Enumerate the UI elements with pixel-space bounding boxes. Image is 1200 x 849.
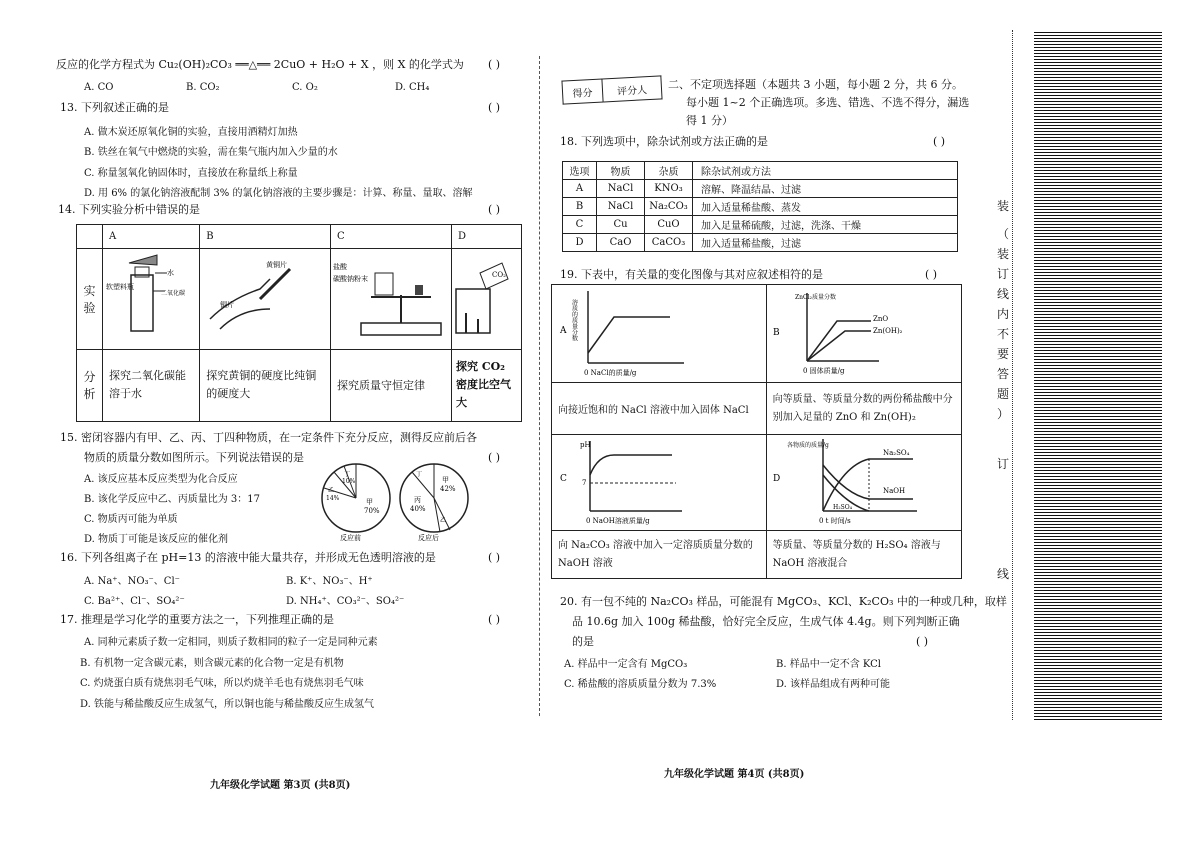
label-soft-bottle: 软塑料瓶: [106, 283, 134, 292]
q16-opt-b: B. K⁺、NO₃⁻、H⁺: [286, 576, 373, 587]
binding-char: （: [996, 227, 1009, 241]
pie2-pct-jia: 42%: [440, 485, 456, 493]
q14-a-image: [103, 249, 200, 350]
binding-char: 装: [996, 247, 1009, 261]
graph-b-label-zno: ZnO: [872, 315, 888, 323]
graph-d: [767, 435, 959, 527]
q19-graph-b: [766, 285, 961, 383]
q13-answer-paren: ( ): [488, 101, 501, 114]
q18-table: [562, 161, 958, 252]
q14-answer-paren: ( ): [488, 203, 501, 216]
table-row: [563, 216, 958, 234]
graph-b-curve-znoh2: [807, 331, 871, 361]
label-co2: 二氧化碳: [161, 290, 186, 298]
q18-cell: A: [563, 180, 597, 198]
pie-before: [322, 464, 390, 542]
graph-c-letter: C: [560, 474, 567, 484]
pie1-pct-ding: 10%: [342, 478, 356, 485]
q13-opt-d: D. 用 6% 的氯化钠溶液配制 3% 的氯化钠溶液的主要步骤是：计算、称量、量取、溶解: [84, 188, 473, 199]
graph-b-letter: B: [772, 328, 780, 338]
page-divider: [539, 56, 540, 716]
q14-analysis-d: 探究 CO₂ 密度比空气大: [452, 349, 522, 421]
graph-a-curve: [588, 317, 670, 353]
hatched-margin: [1034, 30, 1162, 720]
q18-answer-paren: ( ): [933, 135, 946, 148]
binding-char: ）: [996, 407, 1009, 421]
q18-cell: NaCl: [597, 180, 645, 198]
label-water: 水: [167, 269, 174, 278]
q18-stem: 18. 下列选项中，除杂试剂或方法正确的是: [560, 135, 768, 148]
q18-cell: D: [563, 234, 597, 252]
q14-c-image: [330, 249, 451, 350]
q18-header-impurity: 杂质: [645, 162, 693, 180]
graph-a-ylabel: 溶质的质量分数: [570, 299, 578, 341]
binding-char: 要: [996, 347, 1009, 361]
q15-stem-2: 物质的质量分数如图所示。下列说法错误的是: [84, 451, 304, 464]
section2-rule-2: 得 1 分）: [686, 114, 733, 127]
q17-opt-b: B. 有机物一定含碳元素，则含碳元素的化合物一定是有机物: [80, 658, 344, 669]
q14-row-experiment-label: 实 验: [77, 249, 103, 350]
binding-char: 线: [996, 287, 1009, 301]
q15-opt-b: B. 该化学反应中乙、丙质量比为 3：17: [84, 494, 260, 505]
left-page-footer: 九年级化学试题 第3页 (共8页): [210, 780, 351, 791]
pie2-label-jia: 甲: [442, 476, 449, 484]
q20-opt-a: A. 样品中一定含有 MgCO₃: [564, 659, 688, 670]
section2-title: 二、不定项选择题（本题共 3 小题，每小题 2 分，共 6 分。: [668, 78, 963, 91]
q18-cell: B: [563, 198, 597, 216]
q12-opt-d: D. CH₄: [395, 82, 430, 93]
q14-col-c: C: [330, 225, 451, 249]
pie1-label-jia: 甲: [366, 498, 373, 506]
q18-cell: Na₂CO₃: [645, 198, 693, 216]
graph-a: [552, 285, 764, 379]
graph-b-xlabel: 0 固体质量/g: [802, 367, 845, 375]
q19-desc-c: 向 Na₂CO₃ 溶液中加入一定溶质质量分数的 NaOH 溶液: [552, 531, 767, 579]
q20-answer-paren: ( ): [916, 635, 929, 648]
q20-stem-3: 的是: [572, 635, 594, 648]
graph-a-xlabel: 0 NaCl的质量/g: [584, 369, 637, 377]
table-row: [563, 234, 958, 252]
q19-desc-d: 等质量、等质量分数的 H₂SO₄ 溶液与 NaOH 溶液混合: [766, 531, 961, 579]
binding-char: 装: [996, 199, 1009, 213]
q15-opt-d: D. 物质丁可能是该反应的催化剂: [84, 534, 229, 545]
q16-stem: 16. 下列各组离子在 pH=13 的溶液中能大量共存，并形成无色透明溶液的是: [60, 551, 436, 564]
label-hcl: 盐酸: [332, 263, 347, 272]
pie1-pct-yi: 14%: [326, 495, 340, 502]
q17-answer-paren: ( ): [488, 613, 501, 626]
graph-b: [767, 285, 959, 379]
graph-c-ylabel: pH: [580, 441, 591, 449]
q14-analysis-b: 探究黄铜的硬度比纯铜的硬度大: [200, 349, 331, 421]
q12-opt-b: B. CO₂: [186, 82, 220, 93]
plastic-bottle-diagram: [103, 249, 191, 345]
q19-answer-paren: ( ): [925, 268, 938, 281]
q19-graph-a: [552, 285, 767, 383]
score-cell: 得分: [562, 79, 603, 104]
q20-opt-b: B. 样品中一定不含 KCl: [776, 659, 881, 670]
q16-opt-d: D. NH₄⁺、CO₃²⁻、SO₄²⁻: [286, 596, 405, 607]
table-row: [563, 198, 958, 216]
q19-desc-b: 向等质量、等质量分数的两份稀盐酸中分别加入足量的 ZnO 和 Zn(OH)₂: [766, 383, 961, 435]
q20-stem-1: 20. 有一包不纯的 Na₂CO₃ 样品，可能混有 MgCO₃、KCl、K₂CO₃ 中的一种或几种，取样: [560, 595, 1007, 608]
binding-char: 内: [996, 307, 1009, 321]
q15-stem-1: 15. 密闭容器内有甲、乙、丙、丁四种物质，在一定条件下充分反应，测得反应前后各: [60, 431, 477, 444]
q19-table: [551, 284, 962, 579]
q14-row-analysis-label: 分 析: [77, 349, 103, 421]
q14-analysis-a: 探究二氧化碳能溶于水: [103, 349, 200, 421]
graph-c: [552, 435, 764, 527]
label-na2co3: 碳酸钠粉末: [332, 275, 368, 284]
q18-cell: CaCO₃: [645, 234, 693, 252]
q16-opt-c: C. Ba²⁺、Cl⁻、SO₄²⁻: [84, 596, 185, 607]
q13-opt-c: C. 称量氢氧化钠固体时，直接放在称量纸上称量: [84, 168, 298, 179]
q18-header-substance: 物质: [597, 162, 645, 180]
pie1-caption: 反应前: [340, 534, 361, 542]
q18-cell: 加入适量稀盐酸、蒸发: [693, 198, 958, 216]
binding-char: 订: [996, 457, 1009, 471]
q15-opt-c: C. 物质丙可能为单质: [84, 514, 178, 525]
q12-stem: 反应的化学方程式为 Cu₂(OH)₂CO₃ ══△══ 2CuO + H₂O + X ，则 X 的化学式为: [56, 58, 464, 71]
graph-d-label-h2so4: H₂SO₄: [832, 504, 852, 511]
grader-cell: 评分人: [602, 76, 662, 102]
pie2-pct-bing: 40%: [410, 505, 426, 513]
binding-char: 订: [996, 267, 1009, 281]
q18-cell: Cu: [597, 216, 645, 234]
q18-cell: CuO: [645, 216, 693, 234]
q12-answer-paren: ( ): [488, 58, 501, 71]
q12-opt-a: A. CO: [84, 82, 114, 93]
binding-text: [993, 196, 1013, 584]
graph-a-letter: A: [560, 326, 567, 336]
graph-d-label-na2so4: Na₂SO₄: [882, 449, 910, 457]
q20-stem-2: 品 10.6g 加入 100g 稀盐酸，恰好完全反应，生成气体 4.4g。则下列判断正确: [572, 615, 960, 628]
q14-b-image: [200, 249, 331, 350]
q16-opt-a: A. Na⁺、NO₃⁻、Cl⁻: [84, 576, 180, 587]
pie1-label-ding: 丁: [344, 471, 351, 478]
q19-desc-a: 向接近饱和的 NaCl 溶液中加入固体 NaCl: [552, 383, 767, 435]
score-table: [561, 75, 662, 104]
q13-stem: 13. 下列叙述正确的是: [60, 101, 169, 114]
q14-d-image: [452, 249, 522, 350]
q16-answer-paren: ( ): [488, 551, 501, 564]
graph-d-ylabel: 各物质的质量/g: [786, 442, 829, 449]
binding-char: 线: [996, 567, 1009, 581]
graph-c-xlabel: 0 NaOH溶液质量/g: [586, 517, 650, 525]
q19-graph-c: [552, 435, 767, 531]
q13-opt-b: B. 铁丝在氧气中燃烧的实验，需在集气瓶内加入少量的水: [84, 147, 338, 158]
q15-pie-charts: [316, 458, 476, 544]
q17-opt-c: C. 灼烧蛋白质有烧焦羽毛气味，所以灼烧羊毛也有烧焦羽毛气味: [80, 678, 364, 689]
q17-opt-a: A. 同种元素质子数一定相同，则质子数相同的粒子一定是同种元素: [84, 637, 378, 648]
graph-c-curve: [590, 455, 672, 475]
pie1-label-yi: 乙: [328, 487, 335, 494]
q20-opt-d: D. 该样品组成有两种可能: [776, 679, 891, 690]
q17-stem: 17. 推理是学习化学的重要方法之一，下列推理正确的是: [60, 613, 334, 626]
table-row: [563, 180, 958, 198]
graph-d-label-naoh: NaOH: [882, 487, 905, 495]
pie2-label-yi: 乙: [440, 517, 447, 524]
q14-analysis-c: 探究质量守恒定律: [330, 349, 451, 421]
graph-d-xlabel: 0 t 时间/s: [818, 517, 851, 525]
label-co2-d: CO₂: [492, 271, 506, 280]
q14-col-d: D: [452, 225, 522, 249]
q14-table: [76, 224, 522, 422]
q20-opt-c: C. 稀盐酸的溶质质量分数为 7.3%: [564, 679, 717, 690]
q15-opt-a: A. 该反应基本反应类型为化合反应: [84, 474, 238, 485]
right-page-footer: 九年级化学试题 第4页 (共8页): [664, 769, 805, 780]
q17-opt-d: D. 铁能与稀盐酸反应生成氢气，所以铜也能与稀盐酸反应生成氢气: [80, 699, 375, 710]
binding-char: 题: [996, 387, 1009, 401]
graph-b-curve-zno: [807, 321, 871, 361]
q14-col-b: B: [200, 225, 331, 249]
q12-opt-c: C. O₂: [292, 82, 318, 93]
q18-cell: CaO: [597, 234, 645, 252]
q18-cell: 溶解、降温结晶、过滤: [693, 180, 958, 198]
q18-cell: 加入适量稀盐酸，过滤: [693, 234, 958, 252]
q14-stem: 14. 下列实验分析中错误的是: [58, 203, 200, 216]
pie2-caption: 反应后: [418, 534, 439, 542]
q19-graph-d: [766, 435, 961, 531]
label-copper: 铜片: [220, 301, 235, 310]
pie2-label-ding: 丁: [416, 471, 423, 478]
q13-opt-a: A. 做木炭还原氧化铜的实验，直接用酒精灯加热: [84, 127, 298, 138]
q19-stem: 19. 下表中，有关量的变化图像与其对应叙述相符的是: [560, 268, 823, 281]
candle-beaker-diagram: [452, 249, 518, 345]
q18-cell: KNO₃: [645, 180, 693, 198]
section2-rule: 每小题 1~2 个正确选项。多选、错选、不选不得分，漏选: [686, 96, 970, 109]
q14-col-a: A: [103, 225, 200, 249]
pie1-pct-jia: 70%: [364, 507, 380, 515]
pie2-label-bing: 丙: [414, 496, 421, 504]
q18-header-option: 选项: [563, 162, 597, 180]
graph-b-ylabel: ZnCl₂质量分数: [794, 294, 836, 301]
label-brass: 黄铜片: [266, 261, 288, 270]
binding-char: 不: [996, 327, 1009, 341]
q18-cell: NaCl: [597, 198, 645, 216]
q18-cell: 加入足量稀硫酸，过滤，洗涤、干燥: [693, 216, 958, 234]
q18-header-method: 除杂试剂或方法: [693, 162, 958, 180]
graph-d-letter: D: [772, 474, 780, 484]
q18-cell: C: [563, 216, 597, 234]
binding-char: 答: [996, 367, 1009, 381]
graph-b-label-znoh2: Zn(OH)₂: [872, 327, 903, 335]
scratch-metal-diagram: [200, 249, 318, 345]
pie-after: [400, 464, 468, 542]
graph-c-tick-7: 7: [582, 479, 587, 487]
q15-answer-paren: ( ): [488, 451, 501, 464]
balance-diagram: [331, 249, 451, 345]
